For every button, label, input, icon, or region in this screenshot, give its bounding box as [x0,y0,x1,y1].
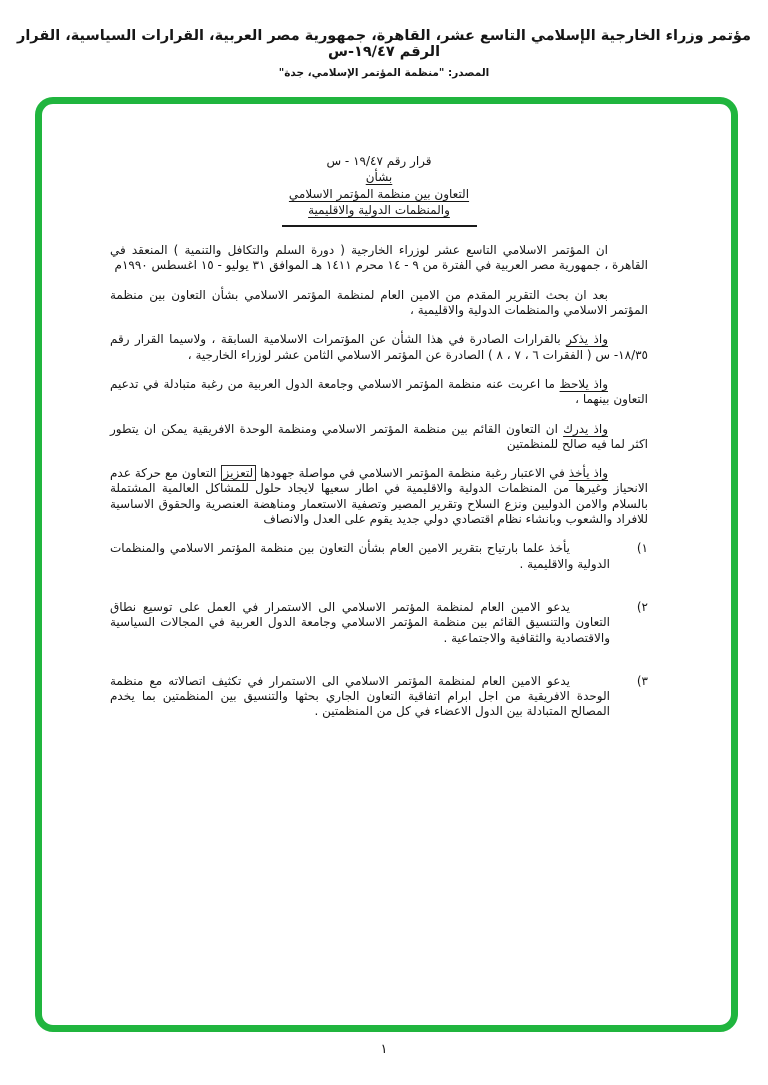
text-segment-underlined: واذ يلاحظ [559,376,608,391]
doc-paragraph [110,466,648,527]
numbered-item [110,674,648,734]
doc-paragraph [110,332,648,363]
numbered-item [110,541,648,586]
resolution-preamble [110,243,648,527]
doc-paragraph [110,377,648,408]
item-text: يدعو الامين العام لمنظمة المؤتمر الاسلامي الى الاستمرار في العمل على توسيع نطاق التعاون والتنسيق القائم بين منظمة المؤتمر الاسلامي وجامعة الدول العربية في المجالات السياسية والاقتصادية والثقافية والاجتماعية . [110,599,610,645]
item-number: ١) [636,541,648,556]
citation-title: مؤتمر وزراء الخارجية الإسلامي التاسع عشر، القاهرة، جمهورية مصر العربية، القرارات السياسية، القرار الرقم ١٩/٤٧-س [16,28,751,60]
text-segment-underlined: واذ يذكر [566,332,608,347]
doc-paragraph [110,422,648,453]
item-text: يدعو الامين العام لمنظمة المؤتمر الاسلامي الى الاستمرار في تكثيف اتصالاته مع منظمة الوحدة الافريقية من اجل ابرام اتفاقية التعاون الجاري بحثها والتنسيق بين المنظمتين بما يخدم المصالح المتبادلة بين الدول الاعضاء في كل من المنظمتين . [110,673,610,719]
text-segment: في الاعتبار رغبة منظمة المؤتمر الاسلامي في مواصلة جهودها [256,466,569,481]
text-segment: ان التعاون القائم بين منظمة المؤتمر الاسلامي ومنظمة الوحدة الافريقية يمكن ان يتطور اكثر لما فيه صالح للمنظمتين [110,421,648,451]
resolution-title-line: التعاون بين منظمة المؤتمر الاسلامي [288,186,470,201]
doc-paragraph [110,288,648,319]
text-segment-boxed: لتعزيز [221,465,257,481]
text-segment-underlined: واذ يأخذ [568,466,609,481]
item-number: ٢) [636,599,648,614]
numbered-item [110,600,648,660]
text-segment: بالقرارات الصادرة في هذا الشأن عن المؤتمرات الاسلامية السابقة ، ولاسيما القرار رقم ١٨/٣٥- س ( الفقرات ٦ ، ٧ ، ٨ ) الصادرة عن المؤتمر الاسلامي الثامن عشر لوزراء الخارجية ، [110,332,648,362]
item-text: يأخذ علما بارتياح بتقرير الامين العام بشأن التعاون بين منظمة المؤتمر الاسلامي والمنظمات الدولية والاقليمية . [110,541,610,571]
citation-source: المصدر: "منظمة المؤتمر الإسلامي، جدة" [278,67,490,79]
text-segment-underlined: واذ يدرك [563,421,608,436]
doc-paragraph [110,243,648,274]
text-segment: التعاون مع حركة عدم الانحياز وغيرها من المنظمات الدولية والاقليمية في اطار سعيها لايجاد حلول للمشاكل العالمية المشتملة بالسلام والامن الدوليين ونزع السلاح وتقرير المصير وتصفية الاستعمار ومناهضة العنصرية والحقوق الاساسية للافراد والشعوب وبانشاء نظام اقتصادي دولي جديد يقوم على العدل والانصاف [110,466,648,527]
text-segment: ما اعربت عنه منظمة المؤتمر الاسلامي وجامعة الدول العربية من رغبة متبادلة في تدعيم التعاون بينهما ، [110,376,648,407]
item-number: ٣) [636,673,648,688]
resolution-title [110,154,648,218]
resolution-operative-items [110,541,648,733]
scanned-resolution-page [42,104,731,1025]
title-separator-rule [282,225,477,227]
resolution-title-line: قرار رقم ١٩/٤٧ - س [326,154,432,168]
text-segment: ان المؤتمر الاسلامي التاسع عشر لوزراء الخارجية ( دورة السلم والتكافل والتنمية ) المنعقد في القاهرة ، جمهورية مصر العربية في الفترة من ٩ - ١٤ محرم ١٤١١ هـ الموافق ٣١ يوليو - ١٥ اغسطس ١٩٩٠م [110,243,648,273]
resolution-title-line: والمنظمات الدولية والاقليمية [308,202,450,217]
citation-header [0,28,768,79]
resolution-title-line: بشأن [365,170,393,185]
text-segment: بعد ان بحث التقرير المقدم من الامين العام لمنظمة المؤتمر الاسلامي بشأن التعاون بين منظمة المؤتمر الاسلامي والمنظمات الدولية والاقليمية ، [110,287,648,318]
page-number: ١ [380,1042,388,1057]
document-scan-frame [35,97,738,1032]
